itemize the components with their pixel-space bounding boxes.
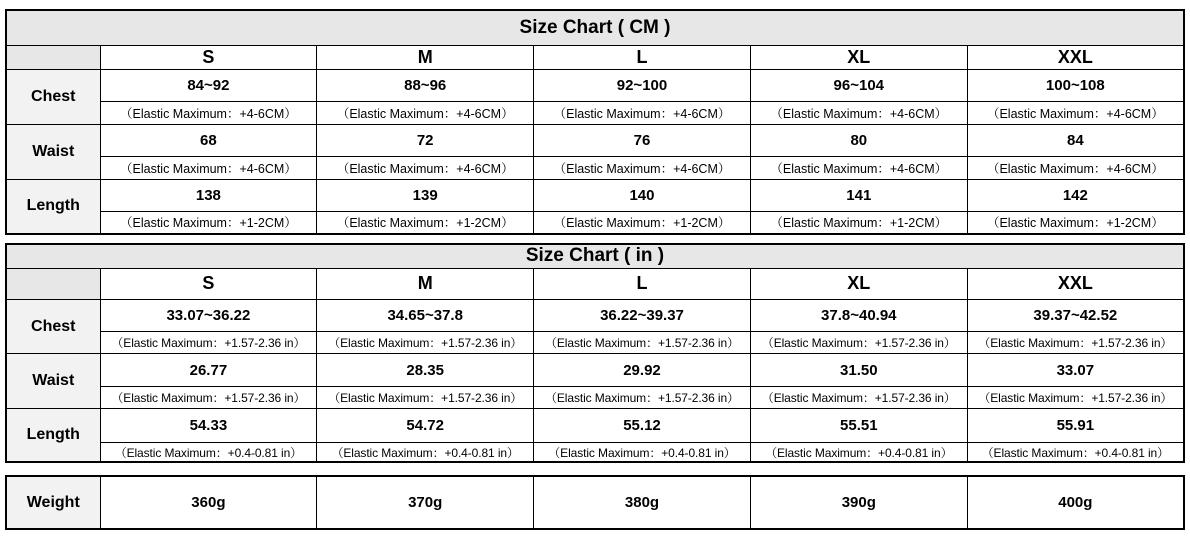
row-label-length: Length: [6, 408, 100, 462]
chest-elastic-note: （Elastic Maximum：+1.57-2.36 in）: [317, 332, 534, 354]
length-value: 140: [534, 179, 751, 211]
waist-elastic-note: （Elastic Maximum：+4-6CM）: [534, 156, 751, 179]
waist-elastic-note: （Elastic Maximum：+1.57-2.36 in）: [967, 386, 1184, 408]
waist-value: 68: [100, 124, 317, 156]
header-corner-cell: [6, 268, 100, 299]
row-label-weight: Weight: [6, 476, 100, 529]
table-row: [6, 211, 1184, 234]
waist-elastic-note: （Elastic Maximum：+1.57-2.36 in）: [750, 386, 967, 408]
size-header-xxl: XXL: [967, 268, 1184, 299]
chest-value: 88~96: [317, 69, 534, 101]
table-row: [6, 156, 1184, 179]
weight-value: 400g: [967, 476, 1184, 529]
length-value: 55.91: [967, 408, 1184, 442]
length-elastic-note: （Elastic Maximum：+0.4-0.81 in）: [750, 443, 967, 462]
table-row: [6, 300, 1184, 332]
chest-value: 39.37~42.52: [967, 300, 1184, 332]
waist-value: 31.50: [750, 354, 967, 386]
length-elastic-note: （Elastic Maximum：+0.4-0.81 in）: [967, 443, 1184, 462]
chest-value: 84~92: [100, 69, 317, 101]
waist-elastic-note: （Elastic Maximum：+4-6CM）: [317, 156, 534, 179]
size-chart-in-title: Size Chart ( in ): [6, 244, 1184, 268]
waist-elastic-note: （Elastic Maximum：+1.57-2.36 in）: [317, 386, 534, 408]
weight-table: [5, 475, 1185, 530]
length-value: 54.33: [100, 408, 317, 442]
chest-value: 96~104: [750, 69, 967, 101]
table-row: [6, 354, 1184, 386]
table-row: [6, 443, 1184, 462]
size-chart-in-table: [5, 243, 1185, 463]
chest-elastic-note: （Elastic Maximum：+4-6CM）: [967, 101, 1184, 124]
size-header-l: L: [534, 45, 751, 69]
size-header-xxl: XXL: [967, 45, 1184, 69]
length-value: 55.12: [534, 408, 751, 442]
length-elastic-note: （Elastic Maximum：+1-2CM）: [100, 211, 317, 234]
waist-value: 80: [750, 124, 967, 156]
header-corner-cell: [6, 45, 100, 69]
size-chart-cm-table: [5, 9, 1185, 235]
row-label-chest: Chest: [6, 69, 100, 124]
waist-elastic-note: （Elastic Maximum：+4-6CM）: [750, 156, 967, 179]
weight-value: 390g: [750, 476, 967, 529]
length-elastic-note: （Elastic Maximum：+1-2CM）: [534, 211, 751, 234]
chest-value: 34.65~37.8: [317, 300, 534, 332]
row-label-waist: Waist: [6, 124, 100, 179]
chest-value: 33.07~36.22: [100, 300, 317, 332]
table-row: [6, 332, 1184, 354]
waist-value: 76: [534, 124, 751, 156]
row-label-length: Length: [6, 179, 100, 234]
size-header-l: L: [534, 268, 751, 299]
chest-value: 92~100: [534, 69, 751, 101]
waist-value: 28.35: [317, 354, 534, 386]
length-elastic-note: （Elastic Maximum：+1-2CM）: [317, 211, 534, 234]
length-elastic-note: （Elastic Maximum：+1-2CM）: [750, 211, 967, 234]
table-row: [6, 69, 1184, 101]
weight-value: 380g: [534, 476, 751, 529]
weight-value: 360g: [100, 476, 317, 529]
length-value: 55.51: [750, 408, 967, 442]
chest-elastic-note: （Elastic Maximum：+1.57-2.36 in）: [534, 332, 751, 354]
waist-value: 33.07: [967, 354, 1184, 386]
length-value: 142: [967, 179, 1184, 211]
waist-elastic-note: （Elastic Maximum：+4-6CM）: [100, 156, 317, 179]
waist-elastic-note: （Elastic Maximum：+1.57-2.36 in）: [534, 386, 751, 408]
table-row: [6, 101, 1184, 124]
length-elastic-note: （Elastic Maximum：+0.4-0.81 in）: [534, 443, 751, 462]
chest-elastic-note: （Elastic Maximum：+4-6CM）: [750, 101, 967, 124]
table-row: [6, 179, 1184, 211]
size-header-m: M: [317, 45, 534, 69]
waist-elastic-note: （Elastic Maximum：+1.57-2.36 in）: [100, 386, 317, 408]
chest-value: 36.22~39.37: [534, 300, 751, 332]
size-header-xl: XL: [750, 268, 967, 299]
table-row: [6, 476, 1184, 529]
size-header-xl: XL: [750, 45, 967, 69]
waist-value: 72: [317, 124, 534, 156]
size-header-s: S: [100, 45, 317, 69]
chest-elastic-note: （Elastic Maximum：+1.57-2.36 in）: [967, 332, 1184, 354]
chest-elastic-note: （Elastic Maximum：+1.57-2.36 in）: [100, 332, 317, 354]
chest-value: 37.8~40.94: [750, 300, 967, 332]
size-header-m: M: [317, 268, 534, 299]
waist-elastic-note: （Elastic Maximum：+4-6CM）: [967, 156, 1184, 179]
length-value: 141: [750, 179, 967, 211]
length-value: 139: [317, 179, 534, 211]
chest-elastic-note: （Elastic Maximum：+1.57-2.36 in）: [750, 332, 967, 354]
length-value: 138: [100, 179, 317, 211]
size-header-s: S: [100, 268, 317, 299]
row-label-chest: Chest: [6, 300, 100, 354]
table-row: [6, 386, 1184, 408]
chest-value: 100~108: [967, 69, 1184, 101]
waist-value: 26.77: [100, 354, 317, 386]
chest-elastic-note: （Elastic Maximum：+4-6CM）: [317, 101, 534, 124]
table-row: [6, 124, 1184, 156]
length-elastic-note: （Elastic Maximum：+0.4-0.81 in）: [317, 443, 534, 462]
weight-value: 370g: [317, 476, 534, 529]
waist-value: 29.92: [534, 354, 751, 386]
length-elastic-note: （Elastic Maximum：+1-2CM）: [967, 211, 1184, 234]
size-chart-cm-title: Size Chart ( CM ): [6, 10, 1184, 45]
length-value: 54.72: [317, 408, 534, 442]
chest-elastic-note: （Elastic Maximum：+4-6CM）: [534, 101, 751, 124]
waist-value: 84: [967, 124, 1184, 156]
row-label-waist: Waist: [6, 354, 100, 408]
chest-elastic-note: （Elastic Maximum：+4-6CM）: [100, 101, 317, 124]
table-row: [6, 408, 1184, 442]
length-elastic-note: （Elastic Maximum：+0.4-0.81 in）: [100, 443, 317, 462]
